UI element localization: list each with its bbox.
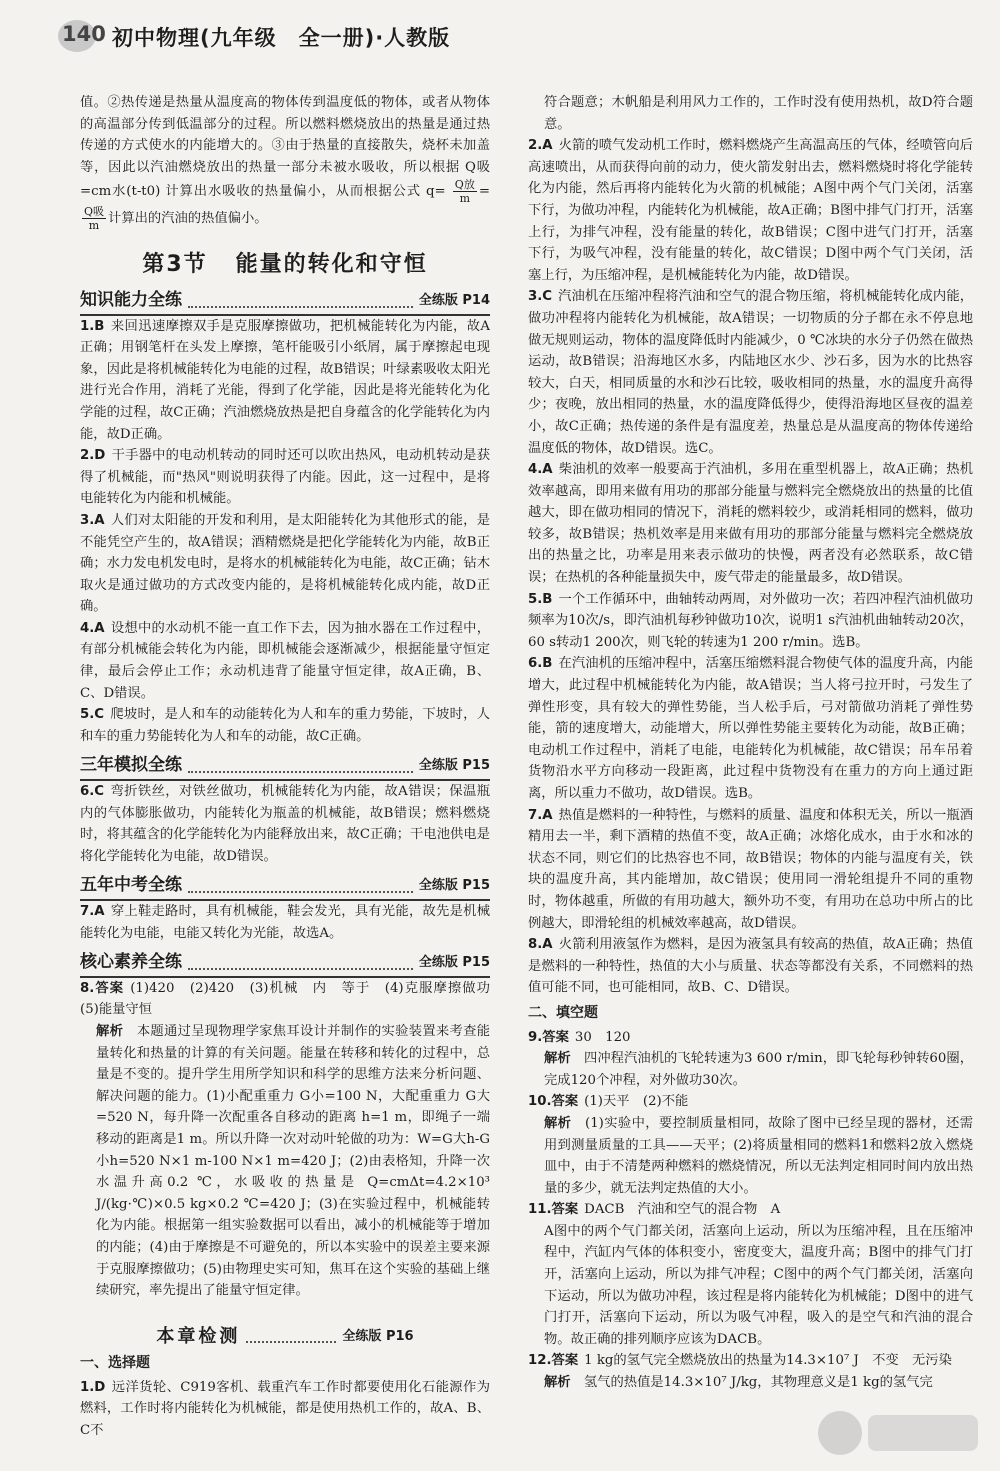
- answer-item: 8.答案 (1)420 (2)420 (3)机械 内 等于 (4)克服摩擦做功 (5)能量守恒: [80, 980, 504, 1018]
- continued-text: 符合题意；木帆船是利用风力工作的，工作时没有使用热机，故D符合题意。: [544, 95, 973, 132]
- fraction-q-xi: $\frac{\text{Q吸}}{m}$: [84, 205, 105, 233]
- list-item: 4.A 柴油机的效率一般要高于汽油机，多用在重型机器上，故A正确；热机效率越高，即用来做有用功的那部分能量与燃料完全燃烧放出的热量的比值越大，即在做功相同的情况下，消耗的燃料较少，或消耗相同的燃料，做功较多，故B错误；热机效率是用来做有用功的那部分能量与燃料完全燃烧放出的热量之比，功率是用来表示做功的快慢，两者没有必然联系，故C错误；在热机的各种能量损失中，废气带走的能量最多，故D错误。: [528, 462, 973, 586]
- list-item: 6.B 在汽油机的压缩冲程中，活塞压缩燃料混合物使气体的温度升高，内能增大，此过程中机械能转化为内能，故A错误；当人将弓拉开时，弓发生了弹性形变，具有较大的弹性势能，当人松手后，弓对箭做功消耗了弹性势能，箭的速度增大，动能增大，所以弹性势能主要转化为动能，故B正确；电动机工作过程中，消耗了电能，电能转化为机械能，故C错误；吊车吊着货物沿水平方向移动一段距离，此过程中货物没有在重力的方向上通过距离，所以重力不做功，故D错误。选B。: [528, 656, 973, 801]
- list-item: 8.A 火箭利用液氢作为燃料，是因为液氢具有较高的热值，故A正确；热值是燃料的一种特性，热值的大小与质量、状态等都没有关系，不同燃料的热值可能不同，也可能相同，故B、C、D错误。: [528, 937, 973, 996]
- section-title: 第3节 能量的转化和守恒: [142, 252, 428, 278]
- book-title: 初中物理(九年级 全一册)·人教版: [112, 26, 451, 50]
- list-item: 1.B 来回迅速摩擦双手是克服摩擦做功，把机械能转化为内能，故A正确；用钢笔杆在头发上摩擦，笔杆能吸引小纸屑，属于摩擦起电现象，因此是将机械能转化为电能的过程，故B错误；叶绿素吸收太阳光进行光合作用，消耗了光能，得到了化学能，因此是将光能转化为化学能的过程，故C正确；汽油燃烧放热是把自身蕴含的化学能转化为内能，故D正确。: [80, 318, 490, 442]
- block-header-exam: 五年中考全练 全练版 P15: [80, 875, 490, 896]
- analysis-item: 解析 (1)实验中，要控制质量相同，故除了图中已经呈现的器材，还需用到测量质量的工具——天平；(2)将质量相同的燃料1和燃料2放入燃烧皿中，由于不清楚两种燃料的燃烧情况，所以无法判定相同时间内放出热量的多少，就无法判定热值的大小。: [544, 1115, 973, 1196]
- list-item: 2.A 火箭的喷气发动机工作时，燃料燃烧产生高温高压的气体，经喷管向后高速喷出，从而获得向前的动力，使火箭发射出去，燃料燃烧时将化学能转化为内能，然后再将内能转化为火箭的机械能；A图中两个气门关闭，活塞下行，为做功冲程，内能转化为机械能，故A正确；B图中排气门打开，活塞上行，为排气冲程，没有能量的转化，故B错误；C图中进气门打开，活塞下行，为吸气冲程，没有能量的转化，故C错误；D图中两个气门关闭，活塞上行，为压缩冲程，是机械能转化为内能，故D错误。: [528, 138, 973, 283]
- subsection-fill: 二、填空题: [528, 1004, 598, 1021]
- answer-item: 12.答案 1 kg的氢气完全燃烧放出的热量为14.3×10⁷ J 不变 无污染: [528, 1353, 952, 1369]
- page-number: 140: [62, 22, 106, 46]
- subsection-choice: 一、选择题: [80, 1355, 150, 1372]
- intro-paragraph: 值。②热传递是热量从温度高的物体传到温度低的物体，或者从物体的高温部分传到低温部分的过程。所以燃料燃烧放出的热量是通过热传递的方式使水的内能增大的。③由于热量的直接散失，烧杯未加盖等，因此以汽油燃烧放出的热量一部分未被水吸收，所以根据 Q吸=cm水(t-t0) 计算出水吸收的热量偏小，从而根据公式 q= $\frac{\text{Q放}}{m}$ = $\frac{\text{Q吸}}{m}$ 计算出的汽油的热值偏小。: [80, 95, 490, 233]
- right-column: [528, 92, 973, 1394]
- list-item: 7.A 穿上鞋走路时，具有机械能，鞋会发光，具有光能，故先是机械能转化为电能，电能又转化为光能，故选A。: [80, 904, 490, 941]
- analysis-item: 解析 氢气的热值是14.3×10⁷ J/kg，其物理意义是1 kg的氢气完: [544, 1375, 933, 1391]
- list-item: 7.A 热值是燃料的一种特性，与燃料的质量、温度和体积无关，所以一瓶酒精用去一半，剩下酒精的热值不变，故A正确；冰熔化成水，由于水和冰的状态不同，则它们的比热容也不同，故B错误；物体的内能与温度有关，铁块的温度升高，其内能增加，故C错误；使用同一滑轮组提升不同的重物时，物体越重，所做的有用功越大，额外功不变，有用功在总功中所占的比例越大，即滑轮组的机械效率越高，故D错误。: [528, 807, 973, 931]
- list-item: 5.C 爬坡时，是人和车的动能转化为人和车的重力势能，下坡时，人和车的重力势能转化为人和车的动能，故C正确。: [80, 707, 490, 744]
- list-item: 2.D 干手器中的电动机转动的同时还可以吹出热风，电动机转动是获得了机械能，而"热风"则说明获得了内能。因此，这一过程中，是将电能转化为内能和机械能。: [80, 448, 490, 507]
- answer-item: 10.答案 (1)天平 (2)不能: [528, 1094, 689, 1110]
- page-header: [40, 8, 970, 70]
- list-item: 3.A 人们对太阳能的开发和利用，是太阳能转化为其他形式的能，是不能凭空产生的，故A错误；酒精燃烧是把化学能转化为内能，故B正确；水力发电机发电时，是将水的机械能转化为电能，故C正确；钻木取火是通过做功的方式改变内能的，是将机械能转化成内能，故D正确。: [80, 512, 490, 615]
- list-item: 4.A 设想中的水动机不能一直工作下去，因为抽水器在工作过程中，有部分机械能会转化为内能，即机械能会逐渐减少，根据能量守恒定律，最后会停止工作；永动机违背了能量守恒定律，故A正确，B、C、D错误。: [80, 620, 490, 701]
- list-item: 3.C 汽油机在压缩冲程将汽油和空气的混合物压缩，将机械能转化成内能，做功冲程将内能转化为机械能，故A错误；一切物质的分子都在永不停息地做无规则运动，物体的温度降低时内能减少，0 ℃冰块的水分子仍然在做热运动，故B错误；沿海地区水多，内陆地区水少、沙石多，因为水的比热容较大，白天，相同质量的水和沙石比较，吸收相同的热量，水的温度升高得少；夜晚，放出相同的热量，水的温度降低得少，使得沿海地区昼夜的温差小，故C正确；热传递的条件是有温度差，热量总是从温度高的物体传递给温度低的物体，故D错误。选C。: [528, 289, 973, 456]
- analysis-item: 解析 本题通过呈现物理学家焦耳设计并制作的实验装置来考查能量转化和热量的计算的有关问题。能量在转移和转化的过程中，总量是不变的。提升学生用所学知识和科学的思维方法来分析问题、解决问题的能力。(1)小配重重力 G小=100 N，大配重重力 G大=520 N，每升降一次配重各自移动的距离 h=1 m，即绳子一端移动的距离是1 m。所以升降一次对动叶轮做的功为：W=G大h-G小h=520 N×1 m-100 N×1 m=420 J；(2)由表格知，升降一次水温升高0.2 ℃，水吸收的热量是 Q=cmΔt=4.2×10³ J/(kg·℃)×0.5 kg×0.2 ℃=420 J；(3)在实验过程中，机械能转化为内能。根据第一组实验数据可以看出，减小的机械能等于增加的内能；(4)由于摩擦是不可避免的，所以本实验中的误差主要来源于克服摩擦做功；(5)由物理史实可知，焦耳在这个实验的基础上继续研究，率先提出了能量守恒定律。: [96, 1023, 491, 1299]
- chapter-header: 本章检测 全练版 P16: [156, 1325, 414, 1347]
- list-item: 6.C 弯折铁丝，对铁丝做功，机械能转化为内能，故A错误；保温瓶内的气体膨胀做功，内能转化为瓶盖的机械能，故B错误；燃料燃烧时，将其蕴含的化学能转化为内能释放出来，故C正确；干电池供电是将化学能转化为电能，故D错误。: [80, 784, 490, 864]
- list-item: 5.B 一个工作循环中，曲轴转动两周，对外做功一次；若四冲程汽油机做功频率为10次/s，即汽油机每秒钟做功10次，说明1 s汽油机曲轴转动20次，60 s转动1 200次，则飞轮的转速为1 200 r/min。选B。: [528, 591, 973, 650]
- block-header-core: 核心素养全练 全练版 P15: [80, 952, 490, 973]
- block-header-mock: 三年模拟全练 全练版 P15: [80, 755, 490, 776]
- analysis-item: A图中的两个气门都关闭，活塞向上运动，所以为压缩冲程，且在压缩冲程中，汽缸内气体的体积变小，密度变大，温度升高；B图中的排气门打开，活塞向上运动，所以为排气冲程；C图中的两个气门都关闭，活塞向下运动，所以为做功冲程，该过程是将内能转化为机械能；D图中的进气门打开，活塞向下运动，所以为吸气冲程，吸入的是空气和汽油的混合物。故正确的排列顺序应该为DACB。: [544, 1223, 973, 1347]
- answer-item: 11.答案 DACB 汽油和空气的混合物 A: [528, 1202, 781, 1218]
- analysis-item: 解析 四冲程汽油机的飞轮转速为3 600 r/min，即飞轮每秒钟转60圈，完成120个冲程，对外做功30次。: [544, 1051, 973, 1088]
- block-header-knowledge: 知识能力全练 全练版 P14: [80, 289, 490, 310]
- answer-item: 9.答案 30 120: [528, 1029, 631, 1045]
- list-item: 1.D 远洋货轮、C919客机、载重汽车工作时都要使用化石能源作为燃料，工作时将内能转化为机械能，都是使用热机工作的，故A、B、C不: [80, 1379, 490, 1439]
- left-column: [80, 92, 504, 1442]
- fraction-q-fang: $\frac{\text{Q放}}{m}$: [454, 178, 475, 206]
- watermark-logo-icon: [810, 1405, 990, 1465]
